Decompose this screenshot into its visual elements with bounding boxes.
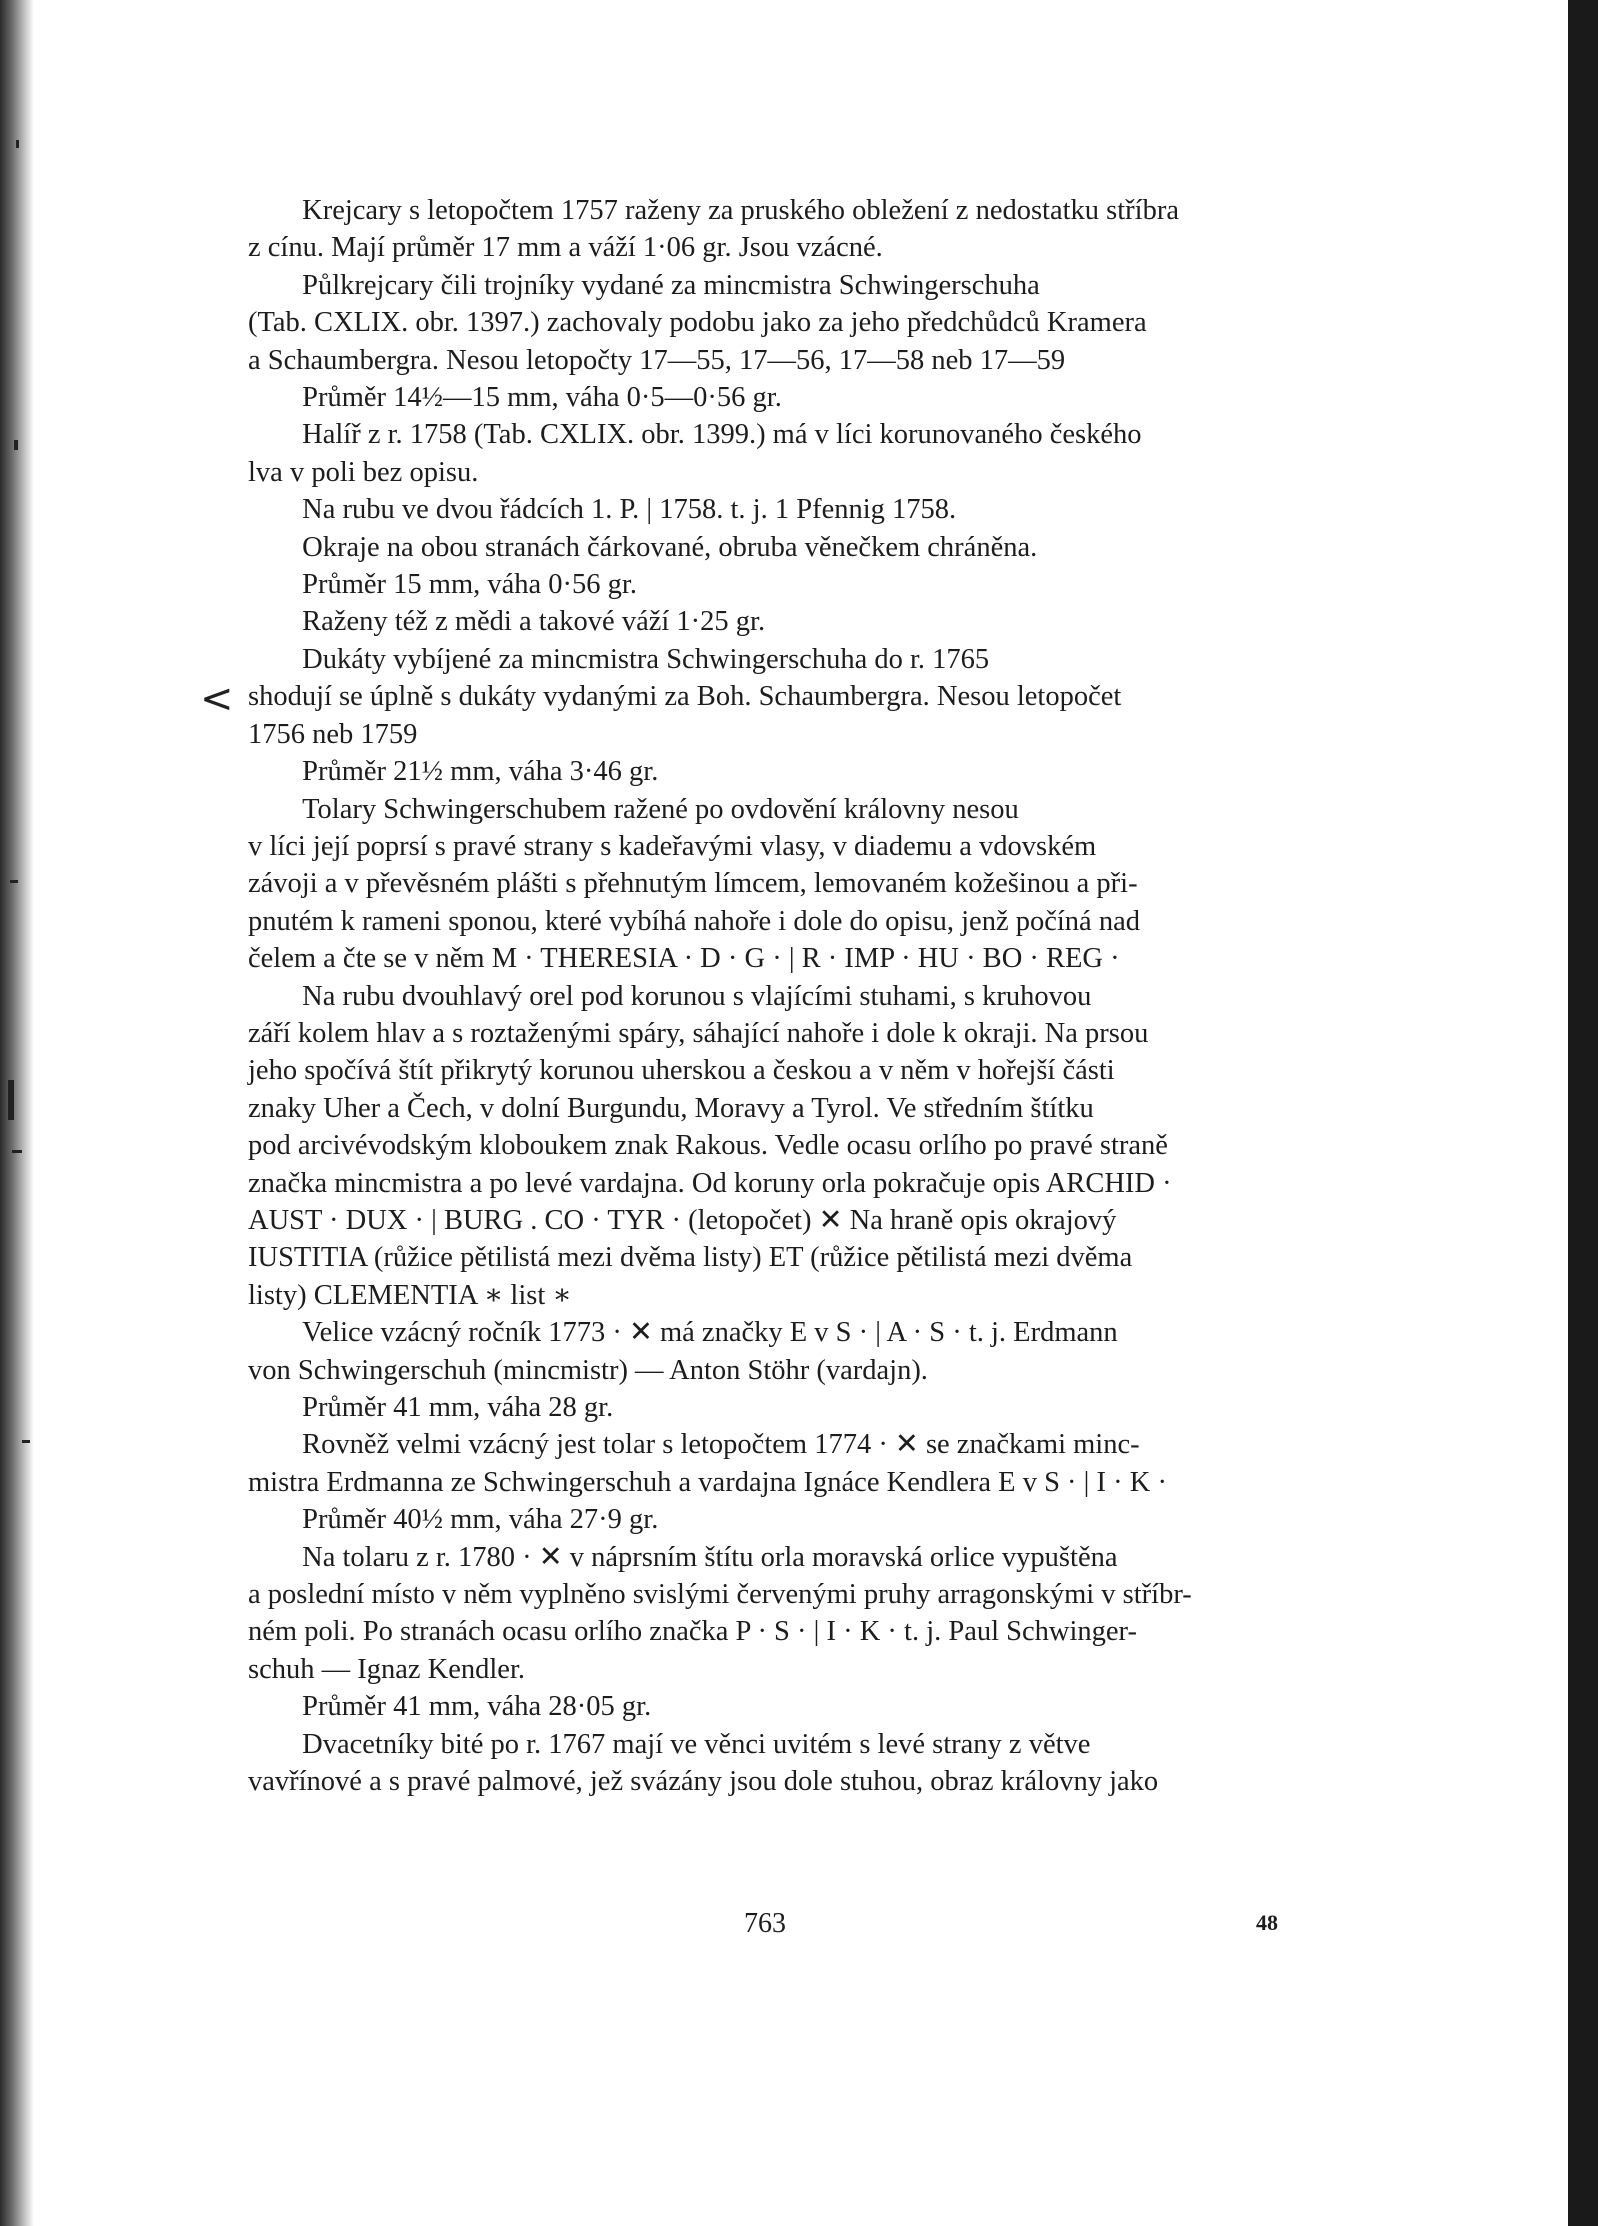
text-line: Průměr 40½ mm, váha 27·9 gr. [302,1504,659,1536]
text-line: 1756 neb 1759 [248,718,418,750]
text-line: čelem a čte se v něm M · THERESIA · D · G · | R · IMP · HU · BO · REG · [248,943,1120,975]
text-line: Raženy též z mědi a takové váží 1·25 gr. [302,606,766,638]
edge-mark [8,1080,14,1120]
text-line: Na rubu dvouhlavý orel pod korunou s vlajícími stuhami, s kruhovou [302,980,1092,1012]
text-line: Průměr 21½ mm, váha 3·46 gr. [302,756,659,788]
text-line: Rovněž velmi vzácný jest tolar s letopočtem 1774 · ✕ se značkami minc- [302,1429,1140,1461]
text-line: jeho spočívá štít přikrytý korunou uherskou a českou a v něm v hořejší části [248,1055,1115,1087]
page-binding-shadow [0,0,34,2226]
text-line: shodují se úplně s dukáty vydanými za Boh. Schaumbergra. Nesou letopočet [248,681,1122,713]
text-line: Halíř z r. 1758 (Tab. CXLIX. obr. 1399.) má v líci korunovaného českého [302,419,1142,451]
text-line: Velice vzácný ročník 1773 · ✕ má značky E v S · | A · S · t. j. Erdmann [302,1317,1118,1349]
text-line: a Schaumbergra. Nesou letopočty 17—55, 17—56, 17—58 neb 17—59 [248,344,1066,376]
text-line: von Schwingerschuh (mincmistr) — Anton Stöhr (vardajn). [248,1354,928,1386]
text-line: v líci její poprsí s pravé strany s kadeřavými vlasy, v diademu a vdovském [248,830,1097,862]
text-line: schuh — Ignaz Kendler. [248,1653,525,1685]
text-line: (Tab. CXLIX. obr. 1397.) zachovaly podobu jako za jeho předchůdců Kramera [248,307,1147,339]
body-text [248,192,1366,1800]
text-line: září kolem hlav a s roztaženými spáry, sáhající nahoře i dole k okraji. Na prsou [248,1017,1149,1049]
text-line: Průměr 14½—15 mm, váha 0·5—0·56 gr. [302,382,782,414]
text-line: lva v poli bez opisu. [248,456,479,488]
text-line: pnutém k rameni sponou, které vybíhá nahoře i dole do opisu, jenž počíná nad [248,905,1140,937]
text-line: znaky Uher a Čech, v dolní Burgundu, Moravy a Tyrol. Ve středním štítku [248,1092,1094,1124]
text-line: Průměr 15 mm, váha 0·56 gr. [302,569,637,601]
text-line: Na tolaru z r. 1780 · ✕ v náprsním štítu orla moravská orlice vypuštěna [302,1541,1118,1573]
text-line: listy) CLEMENTIA ∗ list ∗ [248,1279,572,1311]
margin-bracket-mark: < [200,676,234,722]
text-line: značka mincmistra a po levé vardajna. Od koruny orla pokračuje opis ARCHID · [248,1167,1172,1199]
text-line: pod arcivévodským kloboukem znak Rakous. Vedle ocasu orlího po pravé straně [248,1130,1168,1162]
text-line: z cínu. Mají průměr 17 mm a váží 1·06 gr. Jsou vzácné. [248,232,883,264]
text-line: závoji a v převěsném plášti s přehnutým límcem, lemovaném kožešinou a při- [248,868,1138,900]
edge-mark [22,1440,30,1443]
text-line: a poslední místo v něm vyplněno svislými červenými pruhy arragonskými v stříbr- [248,1579,1192,1611]
edge-mark [12,1150,22,1153]
text-line: ném poli. Po stranách ocasu orlího značka P · S · | I · K · t. j. Paul Schwinger- [248,1616,1137,1648]
text-line: Okraje na obou stranách čárkované, obruba věnečkem chráněna. [302,531,1038,563]
text-line: mistra Erdmanna ze Schwingerschuh a vardajna Ignáce Kendlera E v S · | I · K · [248,1466,1167,1498]
edge-mark [16,140,19,148]
text-line: IUSTITIA (růžice pětilistá mezi dvěma listy) ET (růžice pětilistá mezi dvěma [248,1242,1133,1274]
sheet-signature-number: 48 [1256,1910,1278,1935]
edge-mark [14,440,18,450]
text-line: Krejcary s letopočtem 1757 raženy za pruského obležení z nedostatku stříbra [302,195,1179,226]
text-line: Na rubu ve dvou řádcích 1. P. | 1758. t. j. 1 Pfennig 1758. [302,494,957,526]
page-footer [0,1908,1568,1948]
text-line: Dukáty vybíjené za mincmistra Schwingerschuha do r. 1765 [302,643,990,675]
text-line: Dvacetníky bité po r. 1767 mají ve věnci uvitém s levé strany z větve [302,1728,1091,1760]
text-line: vavřínové a s pravé palmové, jež svázány jsou dole stuhou, obraz královny jako [248,1766,1159,1798]
text-line: Tolary Schwingerschubem ražené po ovdovění královny nesou [302,793,1019,825]
text-line: AUST · DUX · | BURG . CO · TYR · (letopočet) ✕ Na hraně opis okrajový [248,1204,1117,1236]
text-line: Průměr 41 mm, váha 28 gr. [302,1392,614,1423]
text-line: Průměr 41 mm, váha 28·05 gr. [302,1691,652,1723]
text-line: Půlkrejcary čili trojníky vydané za mincmistra Schwingerschuha [302,269,1040,301]
edge-mark [10,880,18,883]
page-number: 763 [744,1908,786,1939]
